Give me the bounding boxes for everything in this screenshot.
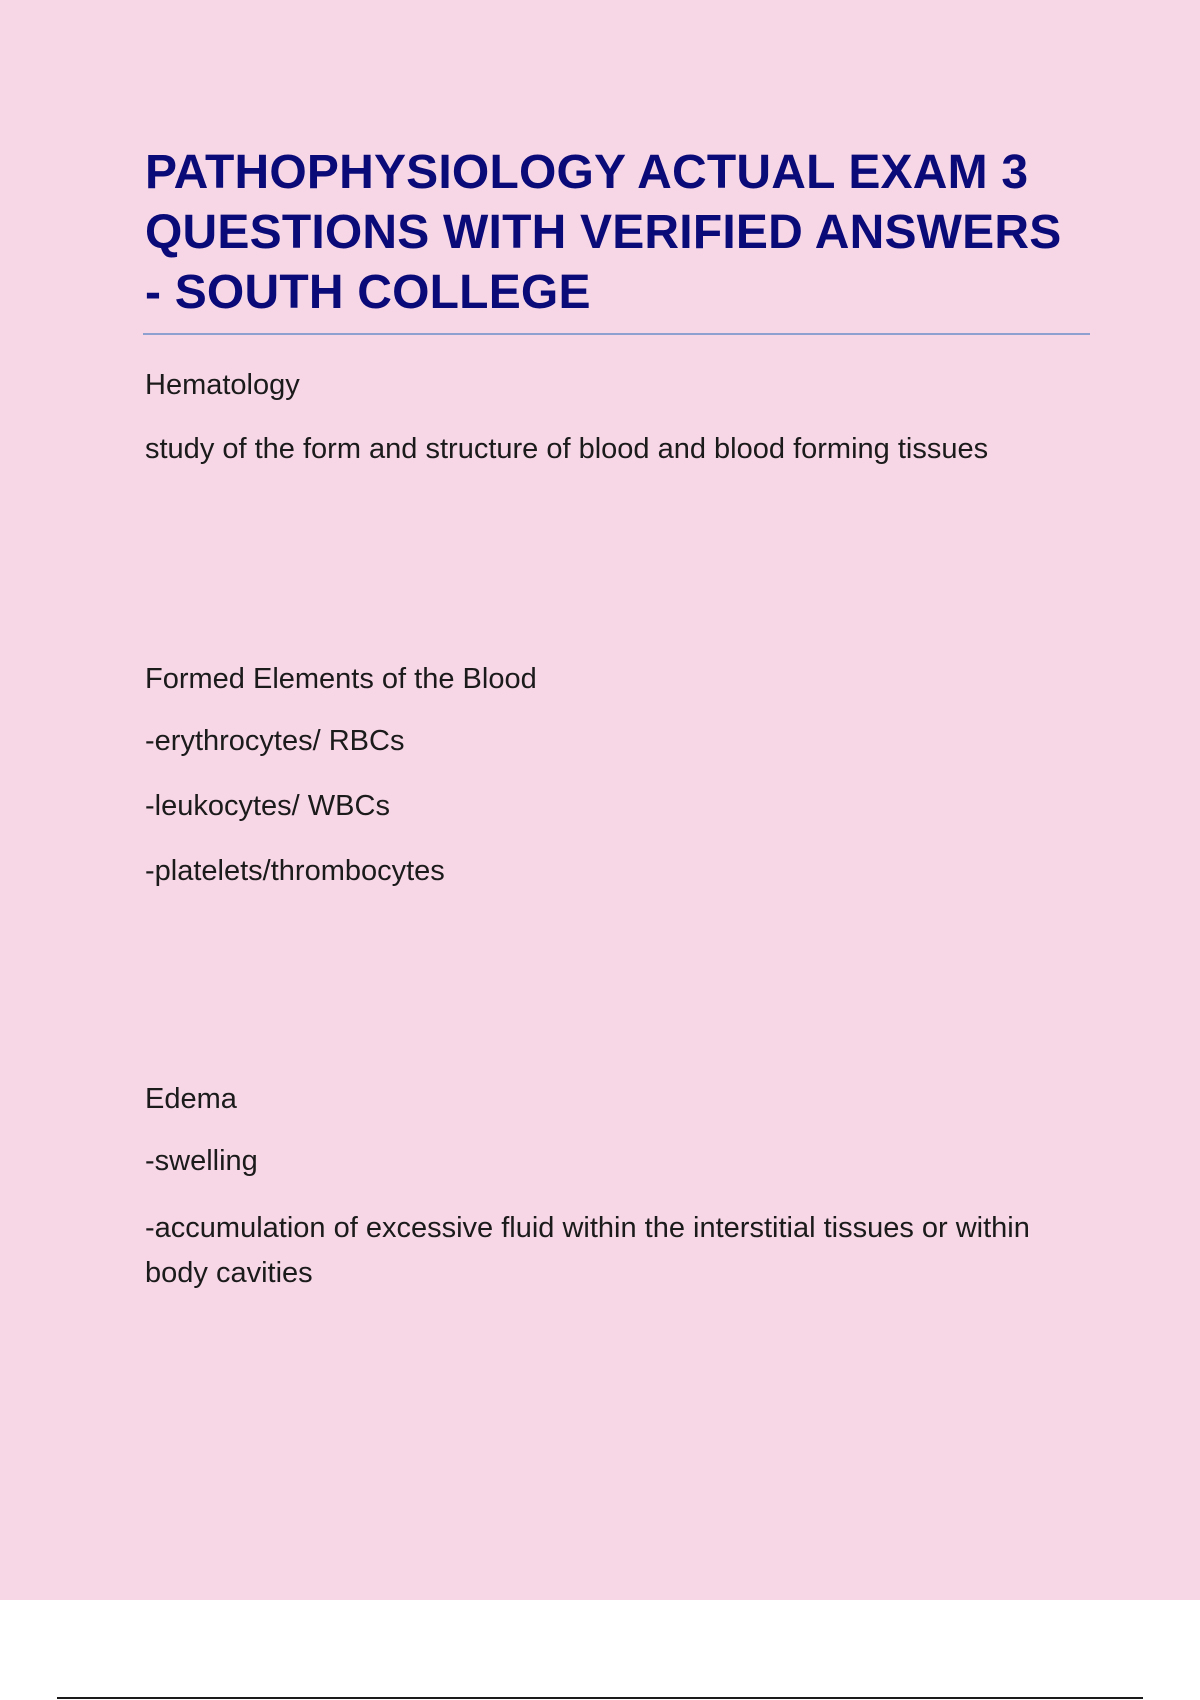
footer-divider bbox=[57, 1697, 1143, 1699]
document-content bbox=[145, 143, 1090, 1296]
card-definition: study of the form and structure of blood and blood forming tissues bbox=[145, 433, 989, 465]
document-title: PATHOPHYSIOLOGY ACTUAL EXAM 3 QUESTIONS WITH VERIFIED ANSWERS - SOUTH COLLEGE bbox=[145, 146, 1062, 319]
card-spacer bbox=[145, 891, 1090, 1049]
flashcard-edema bbox=[145, 1079, 1090, 1296]
card-definition-line: -accumulation of excessive fluid within the interstitial tissues or within body cavities bbox=[145, 1212, 1030, 1289]
card-definition-line: -platelets/thrombocytes bbox=[145, 855, 445, 887]
card-definition-line: -leukocytes/ WBCs bbox=[145, 790, 390, 822]
card-definition-line: -swelling bbox=[145, 1145, 258, 1177]
card-definition-line: -erythrocytes/ RBCs bbox=[145, 725, 405, 757]
flashcard-hematology bbox=[145, 365, 1090, 471]
card-spacer bbox=[145, 471, 1090, 629]
card-term: Edema bbox=[145, 1083, 237, 1115]
card-term: Formed Elements of the Blood bbox=[145, 663, 537, 695]
flashcard-formed-elements bbox=[145, 659, 1090, 891]
title-divider bbox=[143, 333, 1090, 335]
card-term: Hematology bbox=[145, 369, 300, 401]
